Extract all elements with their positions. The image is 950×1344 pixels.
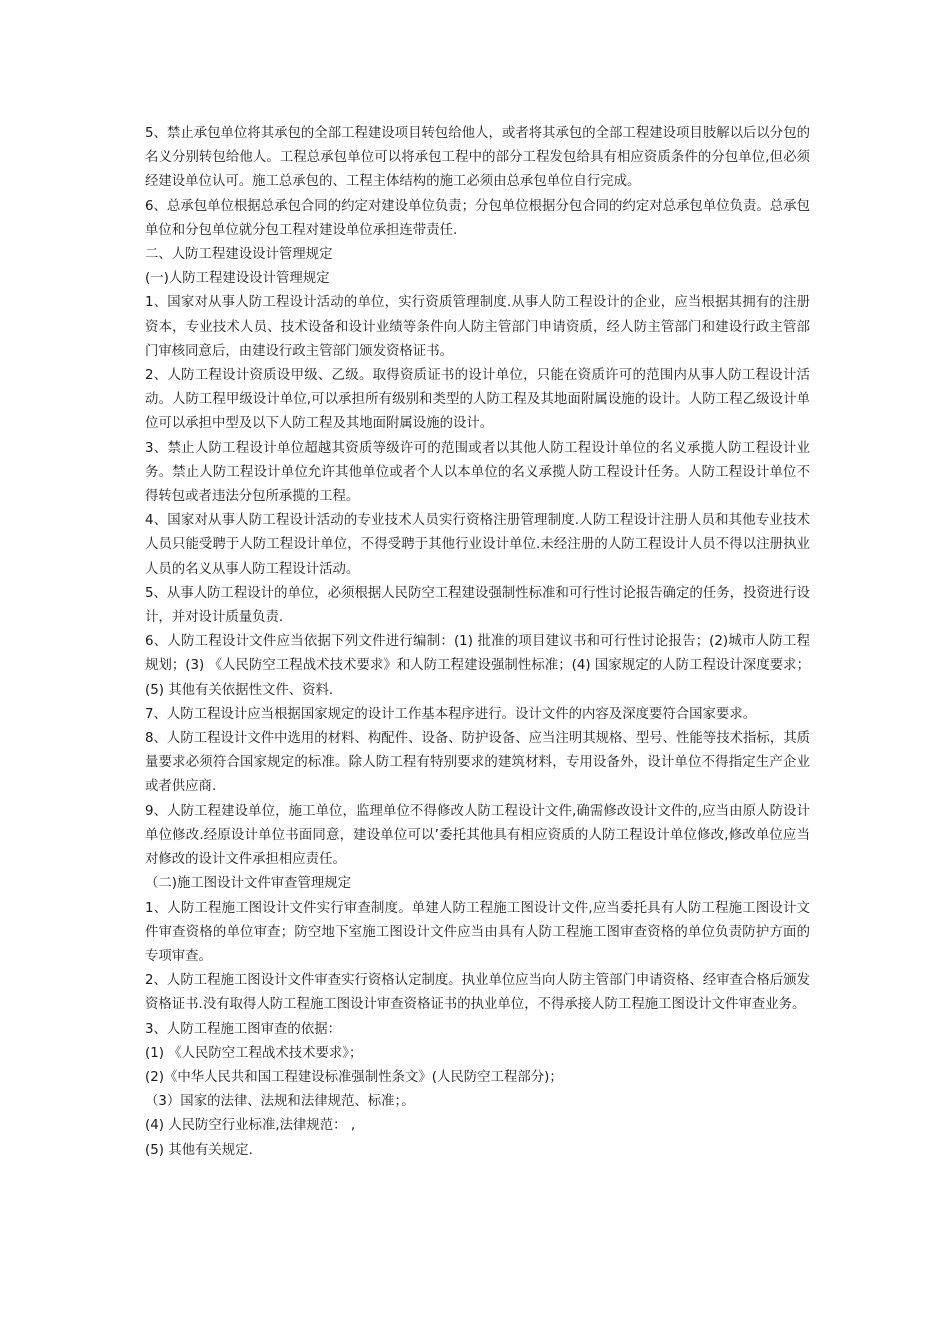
paragraph-8-materials: 8、人防工程设计文件中选用的材料、构配件、设备、防护设备、应当注明其规格、型号、性能等技术指标，其质量要求必须符合国家规定的标准。除人防工程有特别要求的建筑材料，专用设备外，设计单位不得指定生产企业或者供应商. [145, 731, 810, 795]
paragraph-2-grades: 2、人防工程设计资质设甲级、乙级。取得资质证书的设计单位，只能在资质许可的范围内从事人防工程设计活动。人防工程甲级设计单位,可以承担所有级别和类型的人防工程及其地面附属设施的设计。人防工程乙级设计单位可以承担中型及以下人防工程及其地面附属设施的设计。 [145, 368, 810, 432]
subsection-heading-design-rules: (一)人防工程建设设计管理规定 [145, 271, 330, 287]
subsection-heading-drawing-review: （二)施工图设计文件审查管理规定 [145, 876, 352, 892]
paragraph-5-design-basis: 5、从事人防工程设计的单位，必须根据人民防空工程建设强制性标准和可行性讨论报告确定的任务，投资进行设计，并对设计质量负责. [145, 585, 810, 626]
paragraph-6-contractor-responsibility: 6、总承包单位根据总承包合同的约定对建设单位负责；分包单位根据分包合同的约定对总承包单位负责。总承包单位和分包单位就分包工程对建设单位承担连带责任. [145, 198, 810, 238]
list-item-5: (5) 其他有关规定. [145, 1142, 253, 1158]
paragraph-6-compilation-basis: 6、人防工程设计文件应当依据下列文件进行编制：(1) 批准的项目建议书和可行性讨论报告；(2)城市人防工程规划；(3) 《人民防空工程战术技术要求》和人防工程建设强制性标准；(4) 国家规定的人防工程设计深度要求；(5) 其他有关依据性文件、资料. [145, 634, 810, 698]
document-body [145, 122, 810, 1163]
section-heading-design-management: 二、人防工程建设设计管理规定 [145, 247, 333, 263]
paragraph-5-no-subcontract: 5、禁止承包单位将其承包的全部工程建设项目转包给他人，或者将其承包的全部工程建设项目肢解以后以分包的名义分别转包给他人。工程总承包单位可以将承包工程中的部分工程发包给具有相应资质条件的分包单位,但必须经建设单位认可。施工总承包的、工程主体结构的施工必须由总承包单位自行完成。 [145, 126, 810, 190]
paragraph-3-review-basis: 3、人防工程施工图审查的依据： [145, 1021, 341, 1037]
paragraph-1-review-system: 1、人防工程施工图设计文件实行审查制度。单建人防工程施工图设计文件,应当委托具有人防工程施工图设计文件审查资格的单位审查；防空地下室施工图设计文件应当由具有人防工程施工图审查资格的单位负责防护方面的专项审查。 [145, 900, 810, 964]
paragraph-9-modification: 9、人防工程建设单位，施工单位，监理单位不得修改人防工程设计文件,确需修改设计文件的,应当由原人防设计单位修改.经原设计单位书面同意，建设单位可以’委托其他具有相应资质的人防工程设计单位修改,修改单位应当对修改的设计文件承担相应责任。 [145, 803, 810, 868]
list-item-4: (4) 人民防空行业标准,法律规范： , [145, 1118, 356, 1134]
list-item-3: （3）国家的法律、法规和法律规范、标准；。 [145, 1094, 415, 1110]
list-item-1: (1) 《人民防空工程战术技术要求》； [145, 1045, 363, 1061]
paragraph-7-procedure: 7、人防工程设计应当根据国家规定的设计工作基本程序进行。设计文件的内容及深度要符合国家要求。 [145, 706, 757, 722]
paragraph-4-registration: 4、国家对从事人防工程设计活动的专业技术人员实行资格注册管理制度.人防工程设计注册人员和其他专业技术人员只能受聘于人防工程设计单位，不得受聘于其他行业设计单位.未经注册的人防工程设计人员不得以注册执业人员的名义从事人防工程设计活动。 [145, 513, 810, 577]
paragraph-2-review-qualification: 2、人防工程施工图设计文件审查实行资格认定制度。执业单位应当向人防主管部门申请资格、经审查合格后颁发资格证书.没有取得人防工程施工图设计审查资格证书的执业单位，不得承接人防工程施工图设计文件审查业务。 [145, 973, 810, 1013]
paragraph-1-qualification: 1、国家对从事人防工程设计活动的单位，实行资质管理制度.从事人防工程设计的企业，应当根据其拥有的注册资本，专业技术人员、技术设备和设计业绩等条件向人防主管部门申请资质，经人防主管部门和建设行政主管部门审核同意后，由建设行政主管部门颁发资格证书。 [145, 295, 810, 359]
list-item-2: (2)《中华人民共和国工程建设标准强制性条文》(人民防空工程部分)； [145, 1069, 563, 1085]
paragraph-3-prohibitions: 3、禁止人防工程设计单位超越其资质等级许可的范围或者以其他人防工程设计单位的名义承揽人防工程设计业务。禁止人防工程设计单位允许其他单位或者个人以本单位的名义承揽人防工程设计任务。人防工程设计单位不得转包或者违法分包所承揽的工程。 [145, 440, 810, 505]
